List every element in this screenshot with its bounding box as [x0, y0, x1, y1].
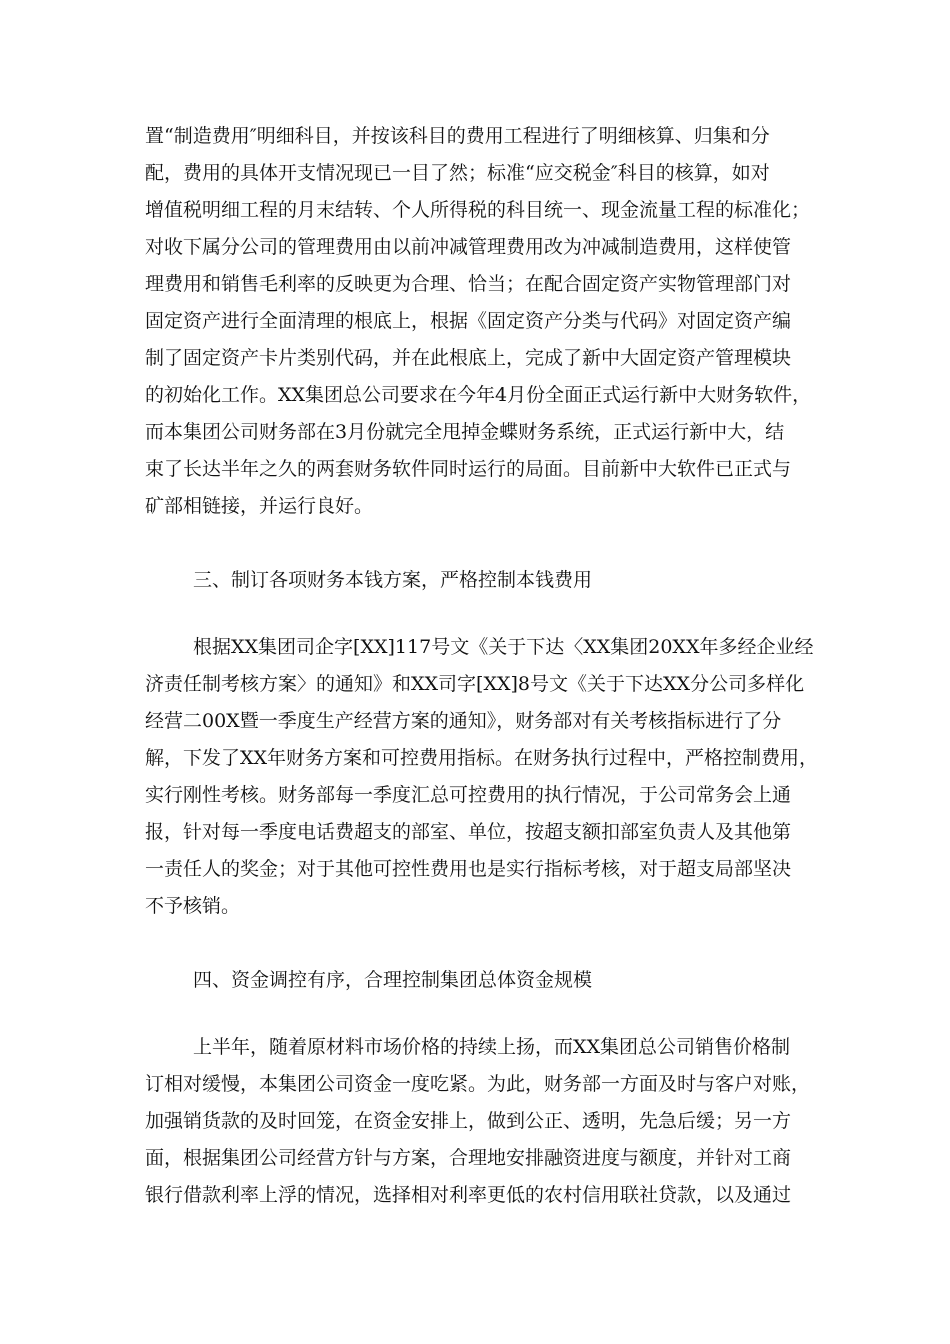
paragraph-1-line: 对收下属分公司的管理费用由以前冲减管理费用改为冲减制造费用，这样使管: [145, 236, 792, 258]
paragraph-1-line: 而本集团公司财务部在3月份就完全甩掉金蝶财务系统，正式运行新中大，结: [145, 421, 785, 443]
paragraph-2-line: 解，下发了XX年财务方案和可控费用指标。在财务执行过程中，严格控制费用，: [145, 747, 819, 769]
paragraph-1-line: 矿部相链接，并运行良好。: [145, 495, 374, 517]
paragraph-2-line: 一责任人的奖金；对于其他可控性费用也是实行指标考核，对于超支局部坚决: [145, 858, 792, 880]
paragraph-3-line: 银行借款利率上浮的情况，选择相对利率更低的农村信用联社贷款，以及通过: [145, 1184, 792, 1206]
paragraph-3-line: 上半年，随着原材料市场价格的持续上扬，而XX集团总公司销售价格制: [193, 1036, 791, 1058]
paragraph-1-line: 配，费用的具体开支情况现已一目了然；标准“应交税金″科目的核算，如对: [145, 162, 770, 184]
paragraph-2-line: 不予核销。: [145, 895, 241, 917]
paragraph-1-line: 制了固定资产卡片类别代码，并在此根底上，完成了新中大固定资产管理模块: [145, 347, 792, 369]
paragraph-1-line: 理费用和销售毛利率的反映更为合理、恰当；在配合固定资产实物管理部门对: [145, 273, 792, 295]
paragraph-2-line: 济责任制考核方案〉的通知》和XX司字[XX]8号文《关于下达XX分公司多样化: [145, 673, 805, 695]
paragraph-2-line: 经营二00X暨一季度生产经营方案的通知》，财务部对有关考核指标进行了分: [145, 710, 782, 732]
section-heading-3: 三、制订各项财务本钱方案，严格控制本钱费用: [193, 569, 593, 591]
paragraph-2-line: 报，针对每一季度电话费超支的部室、单位，按超支额扣部室负责人及其他第: [145, 821, 792, 843]
section-heading-4: 四、资金调控有序，合理控制集团总体资金规模: [193, 969, 593, 991]
paragraph-2-line: 实行刚性考核。财务部每一季度汇总可控费用的执行情况，于公司常务会上通: [145, 784, 792, 806]
paragraph-1-line: 固定资产进行全面清理的根底上，根据《固定资产分类与代码》对固定资产编: [145, 310, 792, 332]
paragraph-1-line: 的初始化工作。XX集团总公司要求在今年4月份全面正式运行新中大财务软件，: [145, 384, 812, 406]
paragraph-1-line: 置“制造费用″明细科目，并按该科目的费用工程进行了明细核算、归集和分: [145, 125, 770, 147]
paragraph-1-line: 增值税明细工程的月末结转、个人所得税的科目统一、现金流量工程的标准化；: [145, 199, 811, 221]
paragraph-3-line: 面，根据集团公司经营方针与方案，合理地安排融资进度与额度，并针对工商: [145, 1147, 792, 1169]
paragraph-2-line: 根据XX集团司企字[XX]117号文《关于下达〈XX集团20XX年多经企业经: [193, 636, 814, 658]
paragraph-1-line: 束了长达半年之久的两套财务软件同时运行的局面。目前新中大软件已正式与: [145, 458, 792, 480]
paragraph-3-line: 加强销货款的及时回笼，在资金安排上，做到公正、透明，先急后缓；另一方: [145, 1110, 792, 1132]
paragraph-3-line: 订相对缓慢，本集团公司资金一度吃紧。为此，财务部一方面及时与客户对账，: [145, 1073, 811, 1095]
